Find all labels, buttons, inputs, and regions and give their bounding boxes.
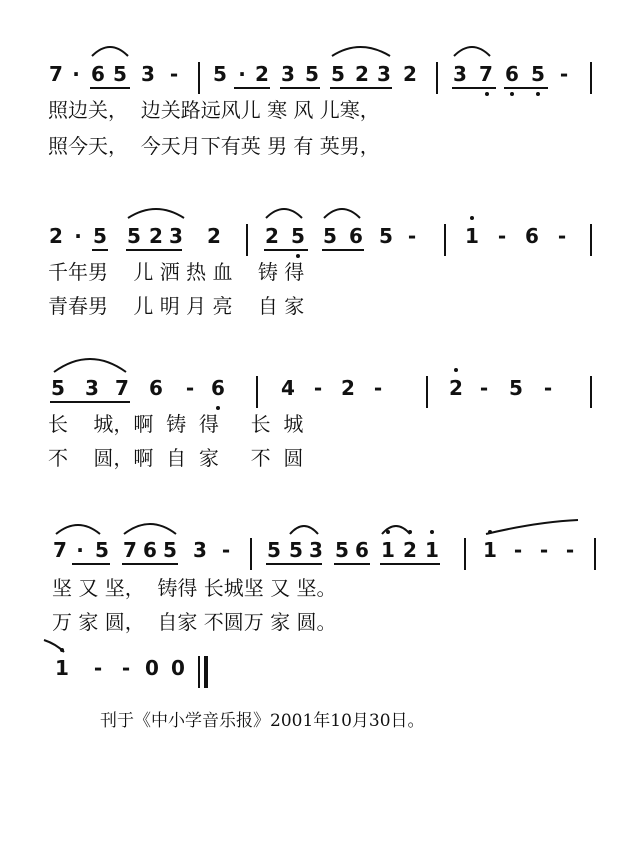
publication-note: 刊于《中小学音乐报》2001年10月30日。 — [100, 711, 425, 731]
note: 5 — [531, 62, 545, 86]
note: 5 — [127, 224, 141, 248]
lyrics-verse-1: 千年男 儿 洒 热 血 铸 得 — [48, 260, 305, 284]
note: 3 — [453, 62, 467, 86]
note: 5 — [289, 538, 303, 562]
note: 5 — [93, 224, 107, 248]
note: 2 — [449, 376, 463, 400]
note: 7 — [123, 538, 137, 562]
note: 2 — [149, 224, 163, 248]
score-system-1 — [0, 60, 640, 170]
note: 1 — [425, 538, 439, 562]
note: - — [185, 376, 195, 400]
lyrics-verse-2: 青春男 儿 明 月 亮 自 家 — [48, 294, 305, 318]
lyrics-verse-1: 照边关， 边关路远风儿 寒 风 儿寒， — [48, 98, 380, 122]
notation-line-2 — [0, 222, 640, 262]
note: 3 — [141, 62, 155, 86]
slur-marks — [0, 374, 640, 414]
note: 3 — [309, 538, 323, 562]
note: - — [221, 538, 231, 562]
slur-marks — [0, 536, 640, 576]
note: - — [121, 656, 131, 680]
note: 0 — [171, 656, 185, 680]
note: 7 — [53, 538, 67, 562]
note: 3 — [281, 62, 295, 86]
note: 0 — [145, 656, 159, 680]
note: · — [74, 224, 82, 248]
note: · — [76, 538, 84, 562]
note: 6 — [143, 538, 157, 562]
note: 3 — [377, 62, 391, 86]
note: - — [557, 224, 567, 248]
note: 5 — [509, 376, 523, 400]
note: - — [559, 62, 569, 86]
note: 3 — [193, 538, 207, 562]
notation-line-1 — [0, 60, 640, 100]
note: 3 — [169, 224, 183, 248]
note: 6 — [211, 376, 225, 400]
note: 5 — [163, 538, 177, 562]
note: - — [539, 538, 549, 562]
note: 2 — [403, 62, 417, 86]
note: - — [373, 376, 383, 400]
note: 5 — [51, 376, 65, 400]
note: 2 — [49, 224, 63, 248]
note: - — [479, 376, 489, 400]
note: 1 — [483, 538, 497, 562]
note: - — [169, 62, 179, 86]
note: 5 — [379, 224, 393, 248]
lyrics-verse-2: 不 圆，啊 自 家 不 圆 — [48, 446, 304, 470]
high-octave-dot — [470, 216, 474, 220]
score-system-5 — [0, 654, 640, 694]
note: 1 — [465, 224, 479, 248]
score-system-2 — [0, 222, 640, 332]
note: 5 — [305, 62, 319, 86]
note: - — [93, 656, 103, 680]
note: 6 — [91, 62, 105, 86]
note: 2 — [207, 224, 221, 248]
notation-line-5 — [0, 654, 640, 694]
note: - — [313, 376, 323, 400]
note: 5 — [331, 62, 345, 86]
note: 6 — [349, 224, 363, 248]
note: 2 — [255, 62, 269, 86]
notation-line-3 — [0, 374, 640, 414]
note: 1 — [55, 656, 69, 680]
note: 1 — [381, 538, 395, 562]
lyrics-verse-1: 长 城，啊 铸 得 长 城 — [48, 412, 304, 436]
tie-mark — [0, 654, 640, 694]
note: 5 — [335, 538, 349, 562]
high-octave-dot — [454, 368, 458, 372]
notation-line-4 — [0, 536, 640, 576]
note: 5 — [113, 62, 127, 86]
note: 5 — [267, 538, 281, 562]
note: 5 — [95, 538, 109, 562]
note: - — [543, 376, 553, 400]
note: 2 — [265, 224, 279, 248]
note: 6 — [525, 224, 539, 248]
note: 7 — [49, 62, 63, 86]
note: - — [513, 538, 523, 562]
note: 7 — [479, 62, 493, 86]
high-octave-dot — [430, 530, 434, 534]
note: - — [565, 538, 575, 562]
score-system-4 — [0, 536, 640, 646]
note: 3 — [85, 376, 99, 400]
note: 6 — [505, 62, 519, 86]
note: 7 — [115, 376, 129, 400]
lyrics-verse-2: 万 家 圆， 自家 不圆万 家 圆。 — [52, 610, 337, 634]
note: 5 — [323, 224, 337, 248]
note: 6 — [149, 376, 163, 400]
note: 5 — [213, 62, 227, 86]
lyrics-verse-1: 坚 又 坚， 铸得 长城坚 又 坚。 — [52, 576, 337, 600]
note: 2 — [341, 376, 355, 400]
score-system-3 — [0, 374, 640, 484]
note: 4 — [281, 376, 295, 400]
lyrics-verse-2: 照今天， 今天月下有英 男 有 英男， — [48, 134, 380, 158]
slur-marks — [0, 222, 640, 262]
slur-marks — [0, 60, 640, 100]
note: 5 — [291, 224, 305, 248]
note: · — [238, 62, 246, 86]
note: 2 — [403, 538, 417, 562]
note: 2 — [355, 62, 369, 86]
note: 6 — [355, 538, 369, 562]
note: · — [72, 62, 80, 86]
note: - — [497, 224, 507, 248]
note: - — [407, 224, 417, 248]
